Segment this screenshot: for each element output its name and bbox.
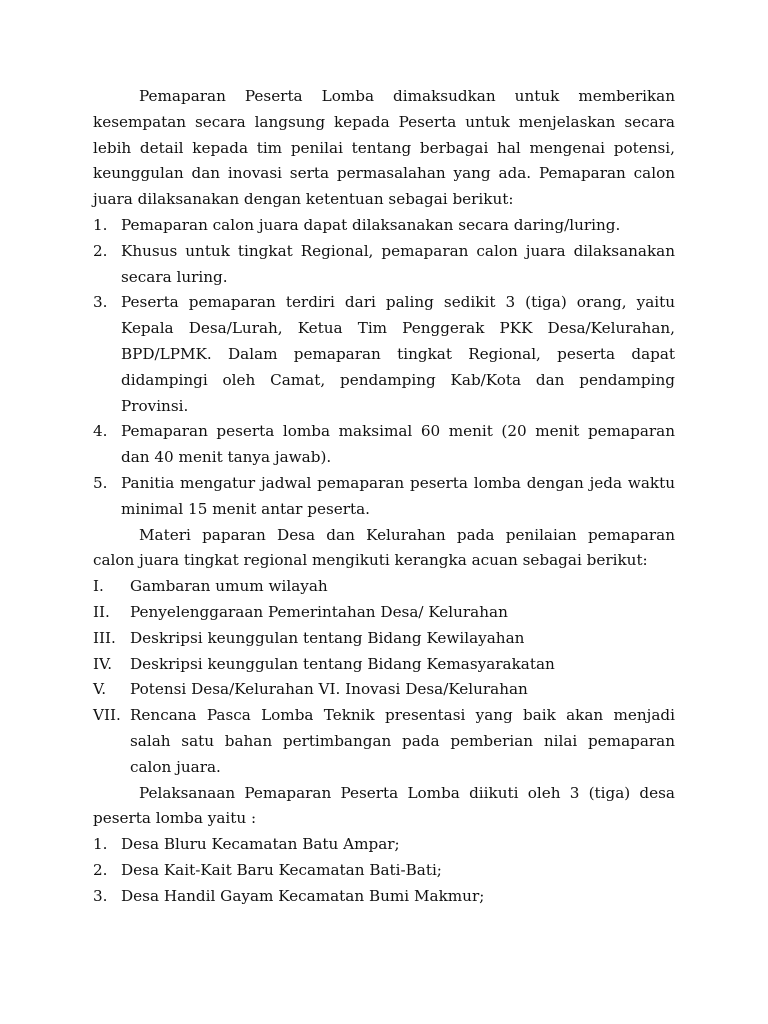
villages-list: [93, 832, 675, 909]
list-item-text: Pemaparan peserta lomba maksimal 60 menit (20 menit pemaparan dan 40 menit tanya jawab).: [121, 422, 675, 467]
list-item: [93, 574, 675, 600]
list-item-text: Desa Kait-Kait Baru Kecamatan Bati-Bati;: [121, 860, 442, 879]
list-item: [93, 419, 675, 471]
list-marker: 1.: [93, 215, 108, 234]
list-item-text: Rencana Pasca Lomba Teknik presentasi yang baik akan menjadi salah satu bahan pertimbangan pada pemberian nilai pemaparan calon juara.: [130, 706, 675, 776]
intro-paragraph: Pemaparan Peserta Lomba dimaksudkan untuk memberikan kesempatan secara langsung kepada Peserta untuk menjelaskan secara lebih detail kepada tim penilai tentang berbagai hal mengenai potensi, keunggulan dan inovasi serta permasalahan yang ada. Pemaparan calon juara dilaksanakan dengan ketentuan sebagai berikut:: [93, 87, 675, 209]
list-item: [93, 677, 675, 703]
list-item: [93, 239, 675, 291]
list-marker: 3.: [93, 293, 108, 312]
list-marker: 5.: [93, 473, 108, 492]
list-marker: 3.: [93, 886, 108, 905]
list-marker: 4.: [93, 422, 108, 441]
list-marker: VII.: [93, 706, 121, 725]
list-item: [93, 703, 675, 780]
list-item-text: Deskripsi keunggulan tentang Bidang Kemasyarakatan: [130, 654, 555, 673]
list-item-text: Desa Bluru Kecamatan Batu Ampar;: [121, 835, 400, 854]
list-item-text: Gambaran umum wilayah: [130, 577, 328, 596]
list-item-text: Penyelenggaraan Pemerintahan Desa/ Kelurahan: [130, 602, 508, 621]
rules-list: [93, 213, 675, 523]
list-item-text: Deskripsi keunggulan tentang Bidang Kewilayahan: [130, 628, 525, 647]
list-item: [93, 600, 675, 626]
outline-list: [93, 574, 675, 780]
list-item: [93, 832, 675, 858]
list-marker: 2.: [93, 860, 108, 879]
list-marker: 2.: [93, 241, 108, 260]
list-marker: II.: [93, 602, 110, 621]
list-item: [93, 858, 675, 884]
list-marker: IV.: [93, 654, 113, 673]
list-item-text: Khusus untuk tingkat Regional, pemaparan calon juara dilaksanakan secara luring.: [121, 241, 675, 286]
list-marker: III.: [93, 628, 116, 647]
list-item-text: Peserta pemaparan terdiri dari paling sedikit 3 (tiga) orang, yaitu Kepala Desa/Lurah, Ketua Tim Penggerak PKK Desa/Kelurahan, BPD/LPMK. Dalam pemaparan tingkat Regional, peserta dapat didampingi oleh Camat, pendamping Kab/Kota dan pendamping Provinsi.: [121, 293, 675, 415]
list-item: [93, 652, 675, 678]
list-item: [93, 471, 675, 523]
document-content: [93, 84, 675, 910]
list-item: [93, 626, 675, 652]
list-item-text: Desa Handil Gayam Kecamatan Bumi Makmur;: [121, 886, 485, 905]
pelaksanaan-paragraph: Pelaksanaan Pemaparan Peserta Lomba diikuti oleh 3 (tiga) desa peserta lomba yaitu :: [93, 783, 675, 828]
list-item-text: Panitia mengatur jadwal pemaparan peserta lomba dengan jeda waktu minimal 15 menit antar peserta.: [121, 473, 675, 518]
list-item: [93, 213, 675, 239]
list-item-text: Potensi Desa/Kelurahan VI. Inovasi Desa/Kelurahan: [130, 680, 528, 699]
materi-paragraph: Materi paparan Desa dan Kelurahan pada penilaian pemaparan calon juara tingkat regional mengikuti kerangka acuan sebagai berikut:: [93, 525, 675, 570]
list-marker: 1.: [93, 835, 108, 854]
list-item: [93, 884, 675, 910]
list-marker: V.: [93, 680, 107, 699]
list-item: [93, 290, 675, 419]
list-marker: I.: [93, 577, 104, 596]
list-item-text: Pemaparan calon juara dapat dilaksanakan secara daring/luring.: [121, 215, 621, 234]
